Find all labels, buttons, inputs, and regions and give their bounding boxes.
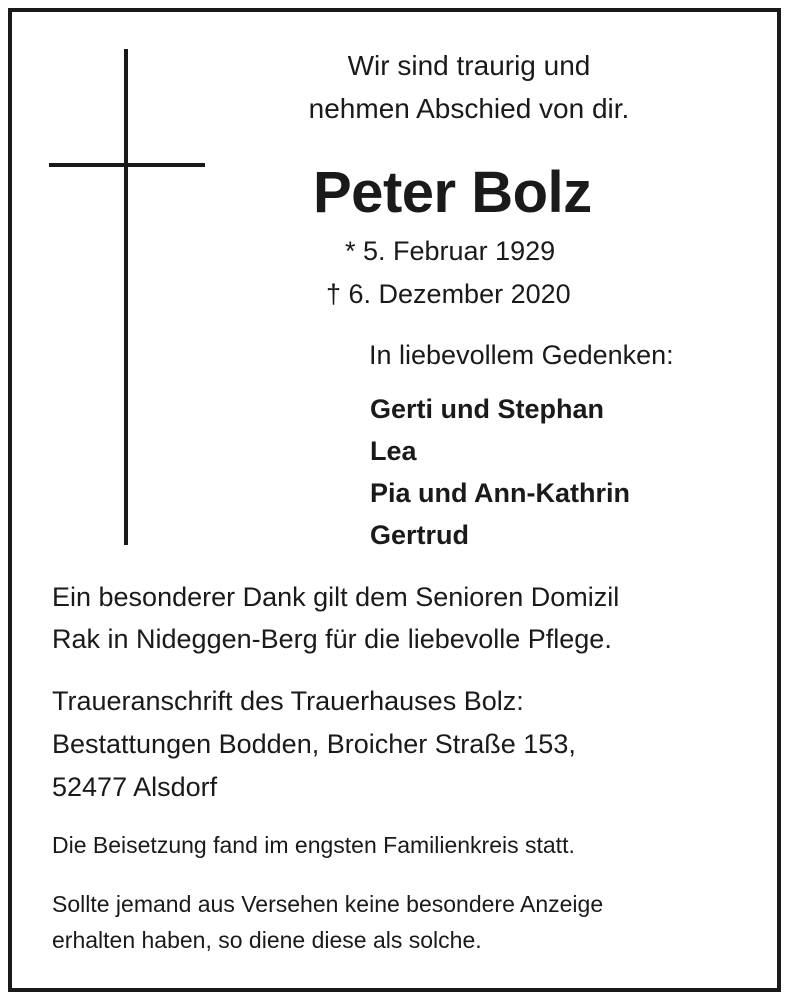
address-line-3: 52477 Alsdorf xyxy=(52,772,218,802)
intro-line-1: Wir sind traurig und xyxy=(347,50,591,81)
address-line-2: Bestattungen Bodden, Broicher Straße 153, xyxy=(52,729,576,759)
death-date: † 6. Dezember 2020 xyxy=(326,279,571,309)
funeral-note: Die Beisetzung fand im engsten Familienkreis statt. xyxy=(52,832,575,858)
closing-line-1: Sollte jemand aus Versehen keine besondere Anzeige xyxy=(52,891,604,917)
thanks-line-2: Rak in Nideggen-Berg für die liebevolle Pflege. xyxy=(52,624,612,654)
mourner-4: Gertrud xyxy=(370,520,470,550)
birth-date: * 5. Februar 1929 xyxy=(345,236,556,266)
memory-heading: In liebevollem Gedenken: xyxy=(369,340,674,370)
cross-horizontal-bar xyxy=(49,163,205,167)
intro-line-2: nehmen Abschied von dir. xyxy=(308,93,630,124)
closing-line-2: erhalten haben, so diene diese als solche. xyxy=(52,927,482,953)
mourner-1: Gerti und Stephan xyxy=(370,394,605,424)
cross-vertical-bar xyxy=(124,49,128,545)
deceased-name: Peter Bolz xyxy=(313,160,592,225)
mourner-3: Pia und Ann-Kathrin xyxy=(370,478,630,508)
mourner-2: Lea xyxy=(370,436,417,466)
thanks-line-1: Ein besonderer Dank gilt dem Senioren Domizil xyxy=(52,582,620,612)
address-line-1: Traueranschrift des Trauerhauses Bolz: xyxy=(52,686,524,716)
